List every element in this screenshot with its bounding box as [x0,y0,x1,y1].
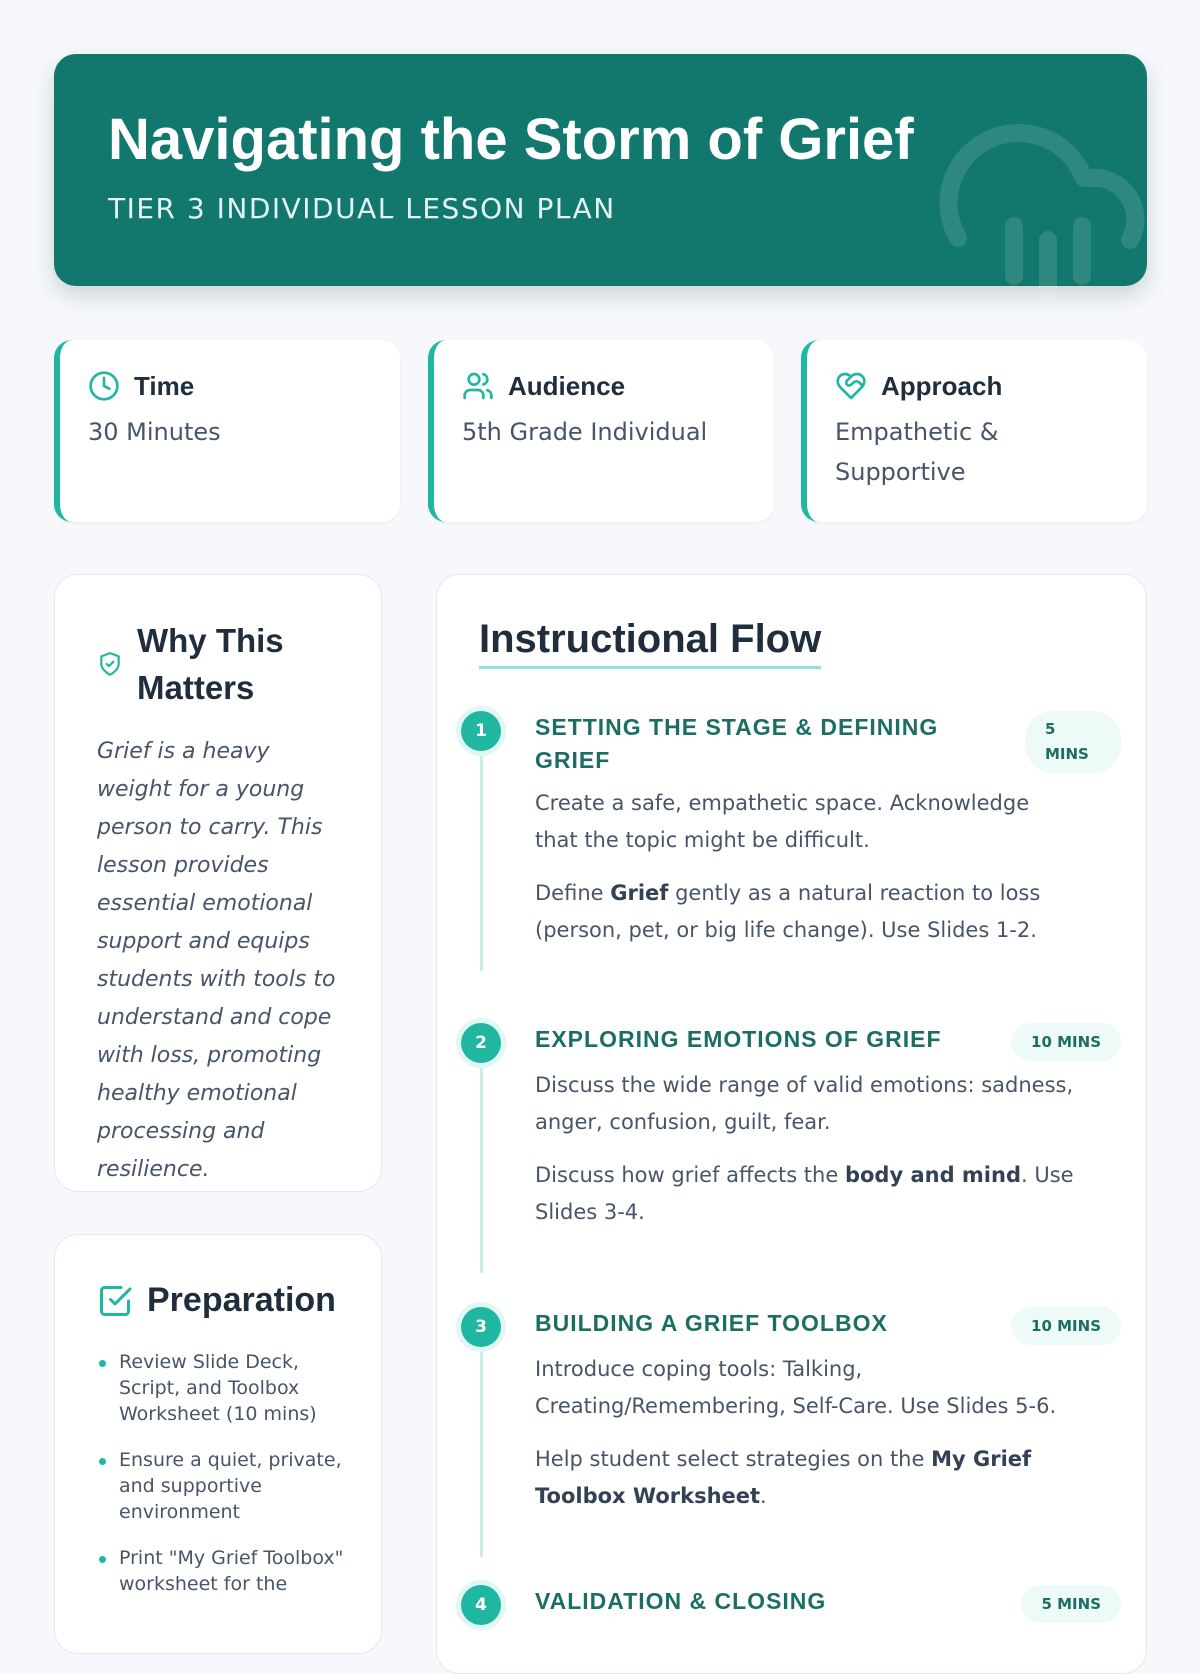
duration-badge: 5 MINS [1025,711,1121,773]
step-title: VALIDATION & CLOSING [535,1588,827,1614]
shield-check-icon [97,649,123,679]
stat-value: 5th Grade Individual [462,418,708,446]
flow-step [461,1307,1121,1547]
list-item: Review Slide Deck, Script, and Toolbox Worksheet (10 mins) [97,1349,347,1427]
why-card [54,574,382,1192]
step-text: Discuss how grief affects the body and mind. Use Slides 3-4. [535,1163,1074,1224]
page-subtitle: TIER 3 INDIVIDUAL LESSON PLAN [108,192,616,225]
step-text: Define Grief gently as a natural reaction to loss (person, pet, or big life change). Use Slides 1-2. [535,881,1041,942]
step-title: BUILDING A GRIEF TOOLBOX [535,1310,888,1336]
step-number: 1 [461,711,501,751]
step-number: 4 [461,1585,501,1625]
instructional-flow-card [436,574,1147,1674]
stat-label: Audience [508,370,626,401]
stat-card-time [54,340,400,522]
flow-step [461,1023,1121,1263]
why-text: Grief is a heavy weight for a young person to carry. This lesson provides essential emotional support and equips students with tools to understand and cope with loss, promoting healthy emotional processing and resilience. [97,739,336,1182]
heart-handshake-icon [835,370,867,402]
flow-step [461,711,1121,971]
page-title: Navigating the Storm of Grief [108,107,914,172]
checkbox-icon [97,1283,133,1319]
duration-badge: 10 MINS [1011,1023,1121,1061]
stat-card-approach [801,340,1147,522]
stat-label: Time [134,370,195,401]
duration-badge: 10 MINS [1011,1307,1121,1345]
list-item: Print "My Grief Toolbox" worksheet for the [97,1545,347,1597]
lesson-header [54,54,1147,286]
preparation-list [97,1349,347,1617]
step-text: Introduce coping tools: Talking, Creating/Remembering, Self-Care. Use Slides 5-6. [535,1357,1057,1418]
why-title: Why This Matters [137,622,284,706]
step-number: 2 [461,1023,501,1063]
list-item: Ensure a quiet, private, and supportive environment [97,1447,347,1525]
duration-badge: 5 MINS [1021,1585,1121,1623]
stat-card-audience [428,340,774,522]
cloud-rain-icon [916,80,1166,290]
flow-step [461,1585,1121,1645]
stat-value: 30 Minutes [88,418,221,446]
users-icon [462,370,494,402]
step-text: Create a safe, empathetic space. Acknowledge that the topic might be difficult. [535,791,1030,852]
stat-value: Empathetic & Supportive [835,418,999,486]
step-title: SETTING THE STAGE & DEFINING GRIEF [535,714,939,773]
preparation-card [54,1234,382,1654]
stat-label: Approach [881,370,1003,401]
preparation-title: Preparation [147,1281,336,1319]
step-text: Help student select strategies on the My Grief Toolbox Worksheet. [535,1447,1032,1508]
clock-icon [88,370,120,402]
step-title: EXPLORING EMOTIONS OF GRIEF [535,1026,942,1052]
flow-title: Instructional Flow [479,617,821,669]
step-text: Discuss the wide range of valid emotions: sadness, anger, confusion, guilt, fear. [535,1073,1074,1134]
step-number: 3 [461,1307,501,1347]
